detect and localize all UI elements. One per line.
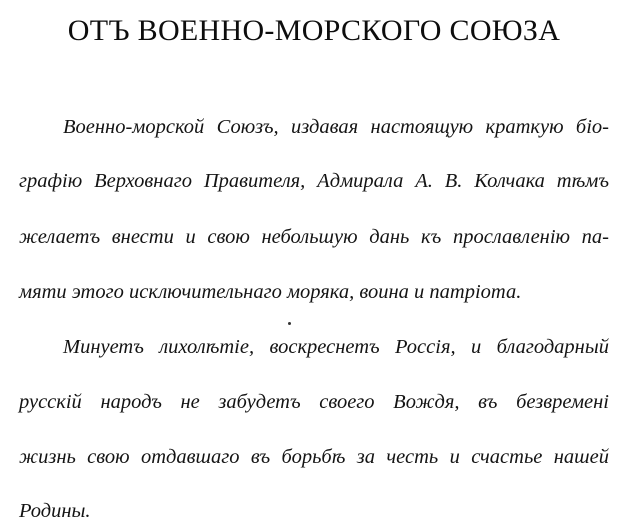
paragraph-2-line-1: Минуетъ лихолѣтіе, воскреснетъ Россія, и благодарный [63,336,609,358]
paragraph-1-line-4: мяти этого исключительнаго моряка, воина и патріота. [19,281,522,303]
paragraph-2-line-2: русскій народъ не забудетъ своего Вождя, въ безвремені [19,391,609,413]
paragraph-1-line-3: желаетъ внести и свою небольшую дань къ прославленію па- [19,226,609,248]
print-speck [288,322,291,325]
paragraph-2-line-4: Родины. [19,500,91,522]
paragraph-1-line-2: графію Верховнаго Правителя, Адмирала А. В. Колчака тѣмъ [19,170,609,192]
page-title: ОТЪ ВОЕННО-МОРСКОГО СОЮЗА [67,14,561,47]
paragraph-2-line-3: жизнь свою отдавшаго въ борьбѣ за честь и счастье нашей [19,446,609,468]
paragraph-1-line-1: Военно-морской Союзъ, издавая настоящую краткую біо- [63,116,609,138]
